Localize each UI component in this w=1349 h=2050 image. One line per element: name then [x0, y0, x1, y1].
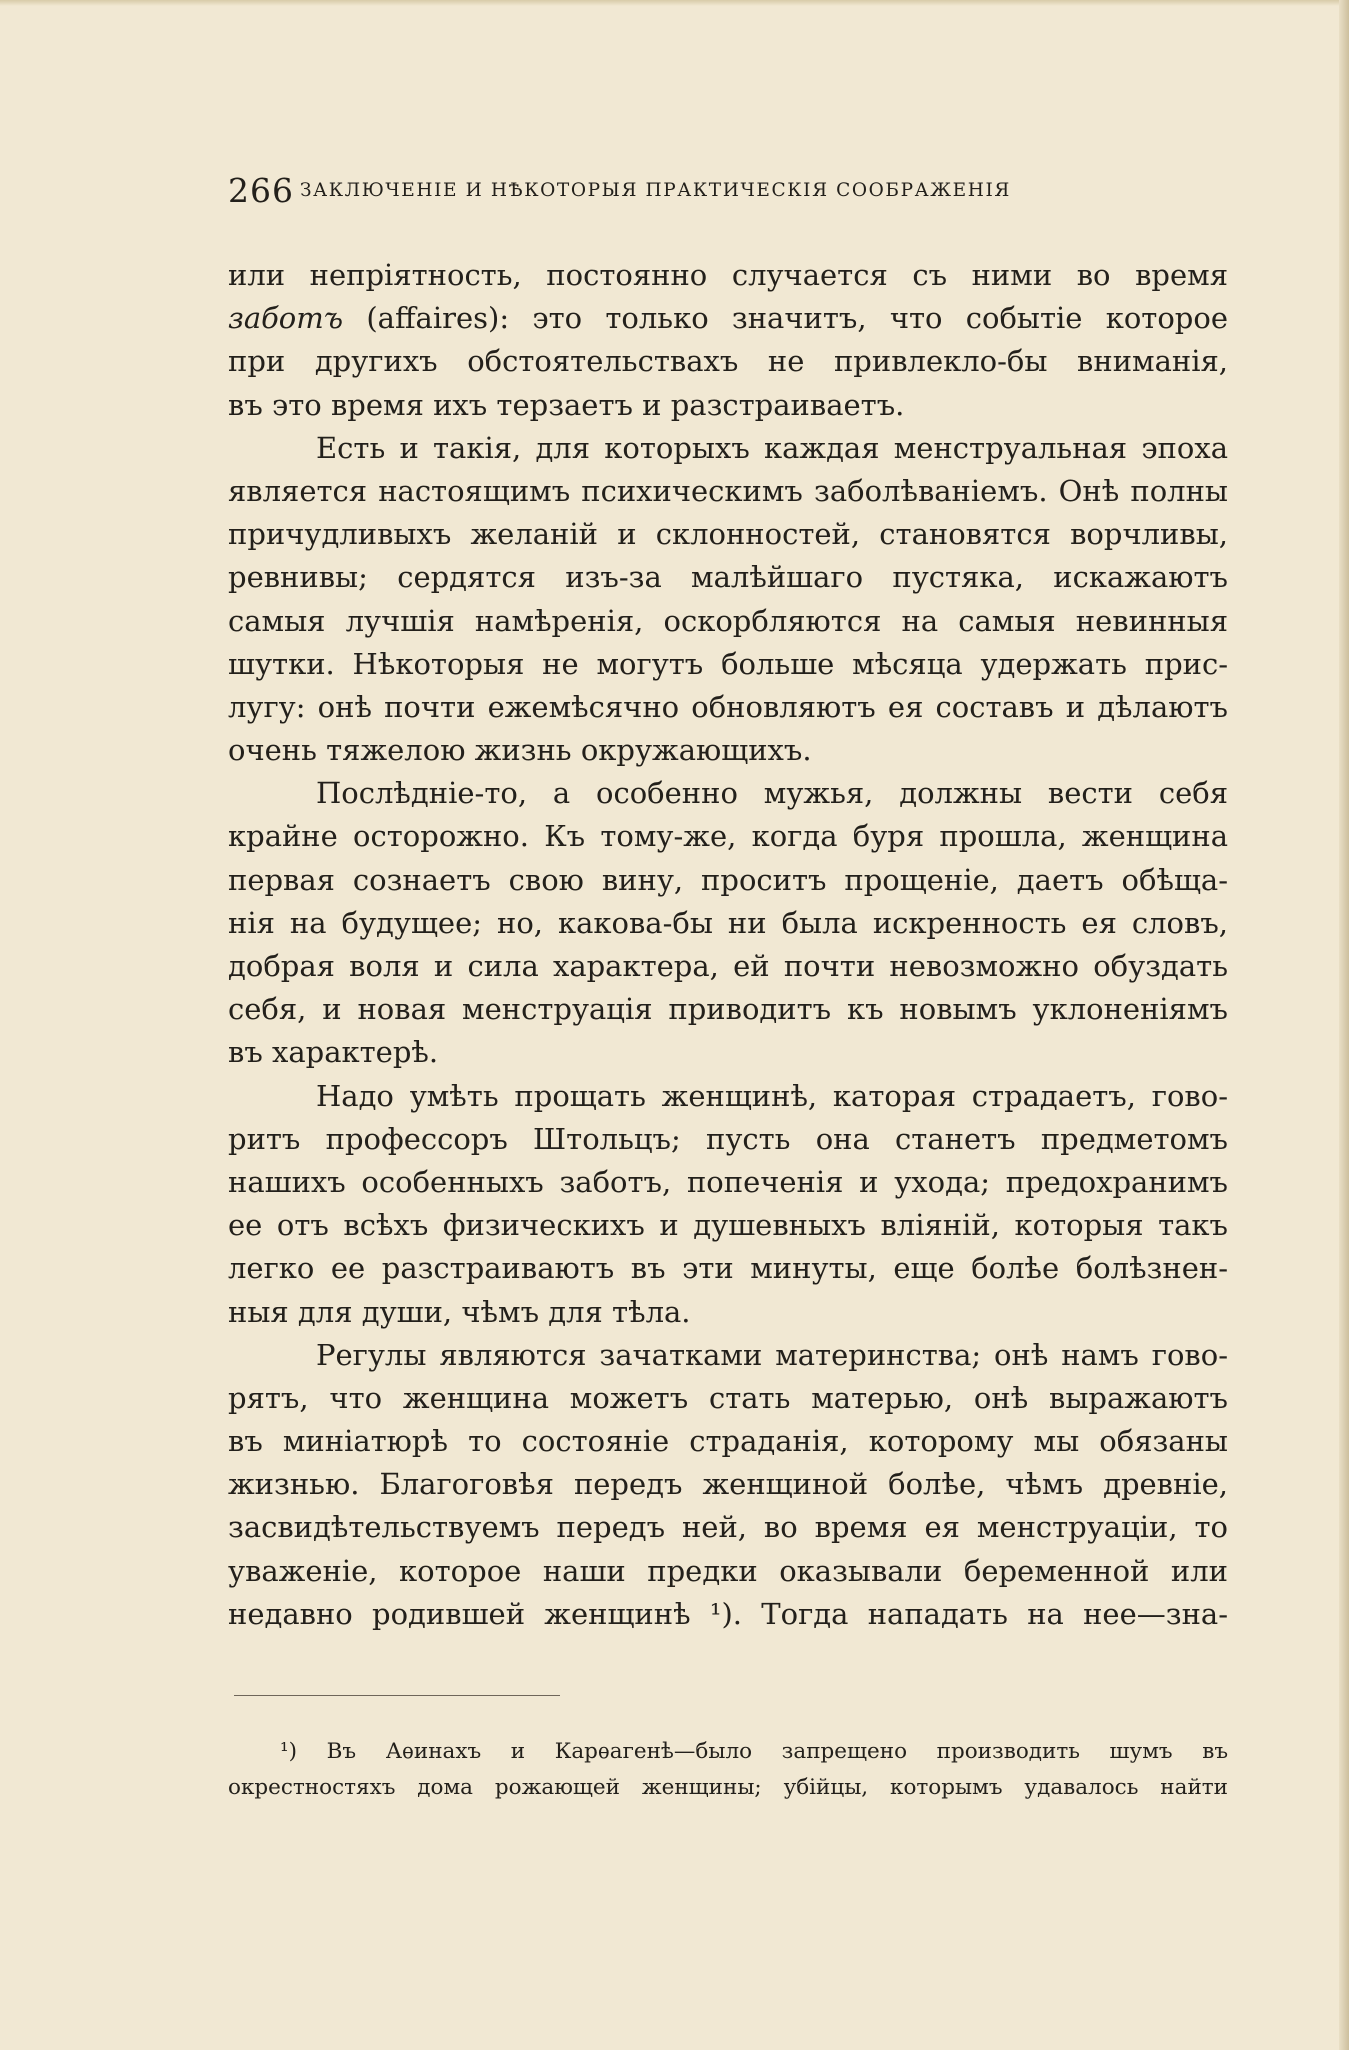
text-line: добрая воля и сила характера, ей почти невозможно обуздать — [228, 949, 1228, 983]
text-line: себя, и новая менструація приводитъ къ новымъ уклоненіямъ — [228, 992, 1228, 1027]
paragraph-first-line: Регулы являются зачатками материнства; онѣ намъ гово- — [316, 1337, 1228, 1372]
text-line: въ миніатюрѣ то состояніе страданія, которому мы обязаны — [228, 1424, 1228, 1459]
text-line: недавно родившей женщинѣ ¹). Тогда нападать на нее—зна- — [228, 1596, 1228, 1631]
page-top-shadow — [0, 0, 1349, 6]
text-line: при другихъ обстоятельствахъ не привлекло-бы вниманія, — [228, 344, 1228, 379]
text-line: самыя лучшія намѣренія, оскорбляются на самыя невинныя — [228, 603, 1228, 638]
text-line — [228, 297, 1228, 340]
page-number: 266 — [228, 171, 294, 210]
text-line: первая сознаетъ свою вину, проситъ прощеніе, даетъ обѣща- — [228, 862, 1228, 897]
text-line: причудливыхъ желаній и склонностей, становятся ворчливы, — [228, 517, 1228, 552]
text-line: жизнью. Благоговѣя передъ женщиной болѣе, чѣмъ древніе, — [228, 1467, 1228, 1502]
text-line: ныя для души, чѣмъ для тѣла. — [228, 1294, 691, 1329]
text-line: или непріятность, постоянно случается съ ними во время — [228, 258, 1228, 292]
text-fragment: (affaires): это только значитъ, что событіе которое — [343, 301, 1228, 336]
text-line: ее отъ всѣхъ физическихъ и душевныхъ вліяній, которыя такъ — [228, 1208, 1228, 1243]
text-line: является настоящимъ психическимъ заболѣваніемъ. Онѣ полны — [228, 473, 1228, 508]
text-line: шутки. Нѣкоторыя не могутъ больше мѣсяца удержать прис- — [228, 646, 1228, 681]
italic-word: заботъ — [228, 301, 344, 336]
paragraph-first-line: Послѣдніе-то, а особенно мужья, должны вести себя — [316, 776, 1228, 811]
text-line: рятъ, что женщина можетъ стать матерью, онѣ выражаютъ — [228, 1380, 1228, 1415]
paragraph-first-line: Есть и такія, для которыхъ каждая менструальная эпоха — [316, 430, 1228, 465]
text-line: крайне осторожно. Къ тому-же, когда буря прошла, женщина — [228, 819, 1228, 854]
running-head — [228, 170, 1128, 212]
text-line: лугу: онѣ почти ежемѣсячно обновляютъ ея составъ и дѣлаютъ — [228, 689, 1228, 724]
text-line: уваженіе, которое наши предки оказывали беременной или — [228, 1553, 1228, 1588]
running-title: ЗАКЛЮЧЕНІЕ И НѢКОТОРЫЯ ПРАКТИЧЕСКІЯ СООБРАЖЕНІЯ — [300, 180, 1011, 201]
text-line: ревнивы; сердятся изъ-за малѣйшаго пустяка, искажаютъ — [228, 560, 1228, 595]
text-line: очень тяжелою жизнь окружающихъ. — [228, 733, 812, 768]
footnotes — [228, 1734, 1228, 1806]
paragraph-first-line: Надо умѣть прощать женщинѣ, каторая страдаетъ, гово- — [316, 1078, 1228, 1113]
text-line: нашихъ особенныхъ заботъ, попеченія и ухода; предохранимъ — [228, 1164, 1228, 1199]
text-line: въ характерѣ. — [228, 1035, 439, 1070]
text-line: засвидѣтельствуемъ передъ ней, во время ея менструаціи, то — [228, 1510, 1228, 1545]
page-right-edge — [1339, 0, 1349, 2050]
text-line: легко ее разстраиваютъ въ эти минуты, еще болѣе болѣзнен- — [228, 1251, 1228, 1286]
text-line: нія на будущее; но, какова-бы ни была искренность ея словъ, — [228, 905, 1228, 940]
body-text — [228, 254, 1228, 1636]
text-line: въ это время ихъ терзаетъ и разстраиваетъ. — [228, 387, 905, 422]
footnote-line: окрестностяхъ дома рожающей женщины; убійцы, которымъ удавалось найти — [228, 1775, 1228, 1800]
footnote-divider — [234, 1695, 560, 1696]
footnote-line: ¹) Въ Аѳинахъ и Карѳагенѣ—было запрещено производить шумъ въ — [280, 1739, 1228, 1764]
text-line: ритъ профессоръ Штольцъ; пусть она станетъ предметомъ — [228, 1121, 1228, 1156]
